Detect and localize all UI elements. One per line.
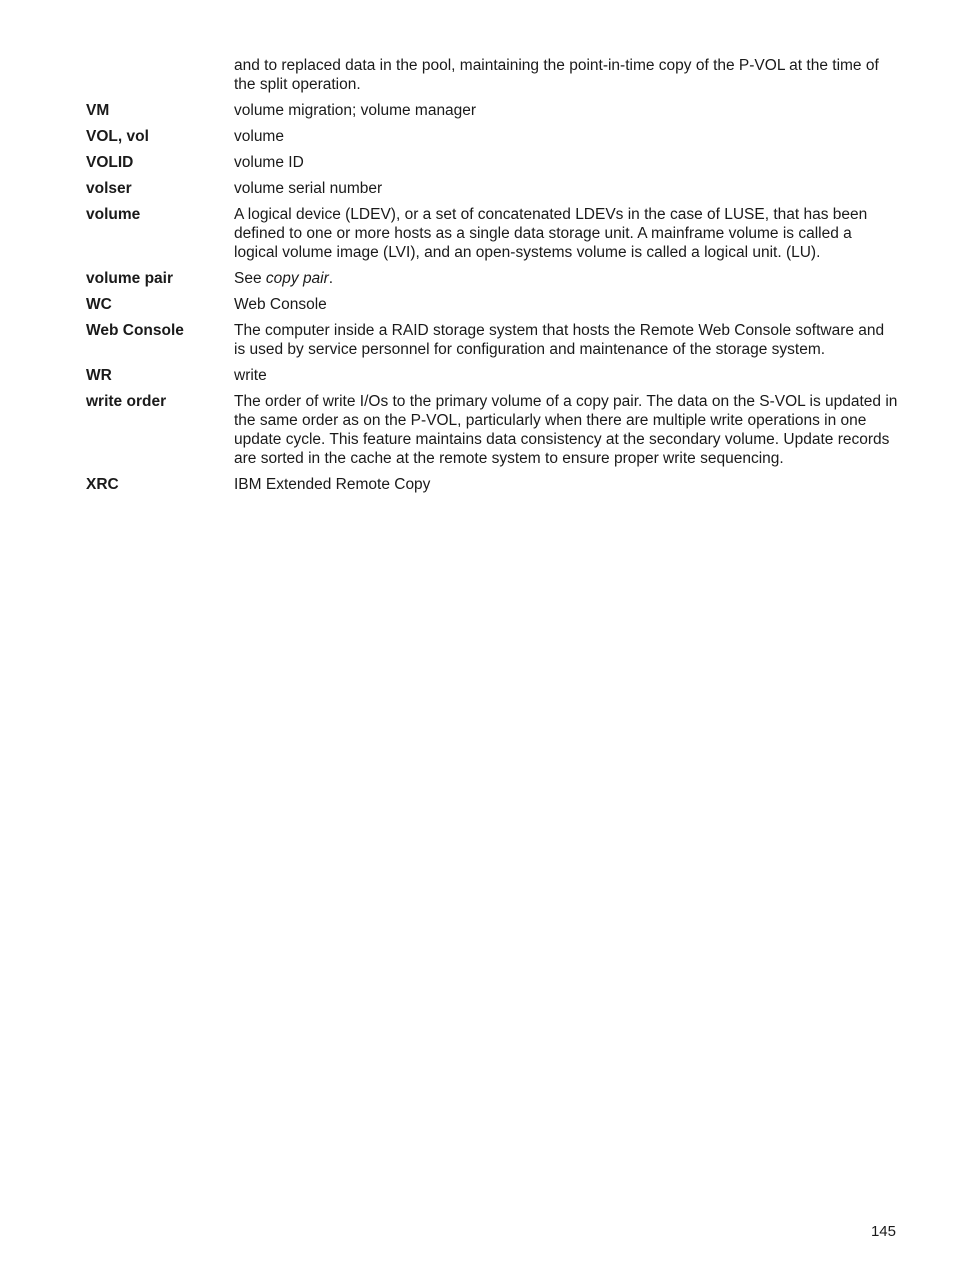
glossary-entry-vm — [86, 101, 898, 120]
glossary-term: VOLID — [86, 154, 134, 171]
glossary-entry-web-console — [86, 321, 898, 359]
glossary-definition: Web Console — [234, 296, 327, 313]
glossary-term: write order — [86, 393, 167, 410]
glossary-definition: write — [234, 367, 267, 384]
glossary-entry-wr — [86, 366, 898, 385]
glossary-entry-volser — [86, 179, 898, 198]
glossary-definition: volume ID — [234, 154, 304, 171]
glossary-term: Web Console — [86, 322, 184, 339]
page-number: 145 — [870, 1223, 896, 1240]
glossary-term: volser — [86, 180, 132, 197]
definition-suffix: . — [328, 270, 334, 287]
continued-definition: and to replaced data in the pool, maintaining the point-in-time copy of the P-VOL at the time of the split operation. — [234, 57, 879, 93]
glossary-entry-volid — [86, 153, 898, 172]
glossary-term: WC — [86, 296, 112, 313]
glossary-term: volume — [86, 206, 141, 223]
definition-prefix: See — [234, 270, 266, 287]
glossary-term: volume pair — [86, 270, 173, 287]
glossary-definition: volume serial number — [234, 180, 383, 197]
glossary-definition: The order of write I/Os to the primary volume of a copy pair. The data on the S-VOL is updated in the same order as on the P-VOL, particularly when there are multiple write operations in one update cycle. This feature maintains data consistency at the secondary volume. Update records are sorted in the cache at the remote system to ensure proper write sequencing. — [234, 393, 898, 467]
glossary-entry-xrc — [86, 475, 898, 494]
glossary-term: XRC — [86, 476, 119, 493]
glossary-term: WR — [86, 367, 112, 384]
glossary-entry-wc — [86, 295, 898, 314]
glossary-entry-volume-pair — [86, 269, 898, 288]
glossary-definition: A logical device (LDEV), or a set of concatenated LDEVs in the case of LUSE, that has been defined to one or more hosts as a single data storage unit. A mainframe volume is called a logical volume image (LVI), and an open-systems volume is called a logical unit. (LU). — [234, 206, 868, 261]
glossary-list — [86, 56, 898, 501]
glossary-definition: The computer inside a RAID storage system that hosts the Remote Web Console software and is used by service personnel for configuration and maintenance of the storage system. — [234, 322, 885, 358]
glossary-definition: volume — [234, 128, 284, 145]
glossary-term: VOL, vol — [86, 128, 149, 145]
glossary-entry-vol — [86, 127, 898, 146]
glossary-entry-write-order — [86, 392, 898, 468]
glossary-definition: IBM Extended Remote Copy — [234, 476, 431, 493]
glossary-definition — [234, 269, 898, 288]
glossary-term: VM — [86, 102, 110, 119]
cross-reference-link: copy pair — [265, 270, 329, 287]
glossary-definition: volume migration; volume manager — [234, 102, 477, 119]
glossary-entry-volume — [86, 205, 898, 262]
